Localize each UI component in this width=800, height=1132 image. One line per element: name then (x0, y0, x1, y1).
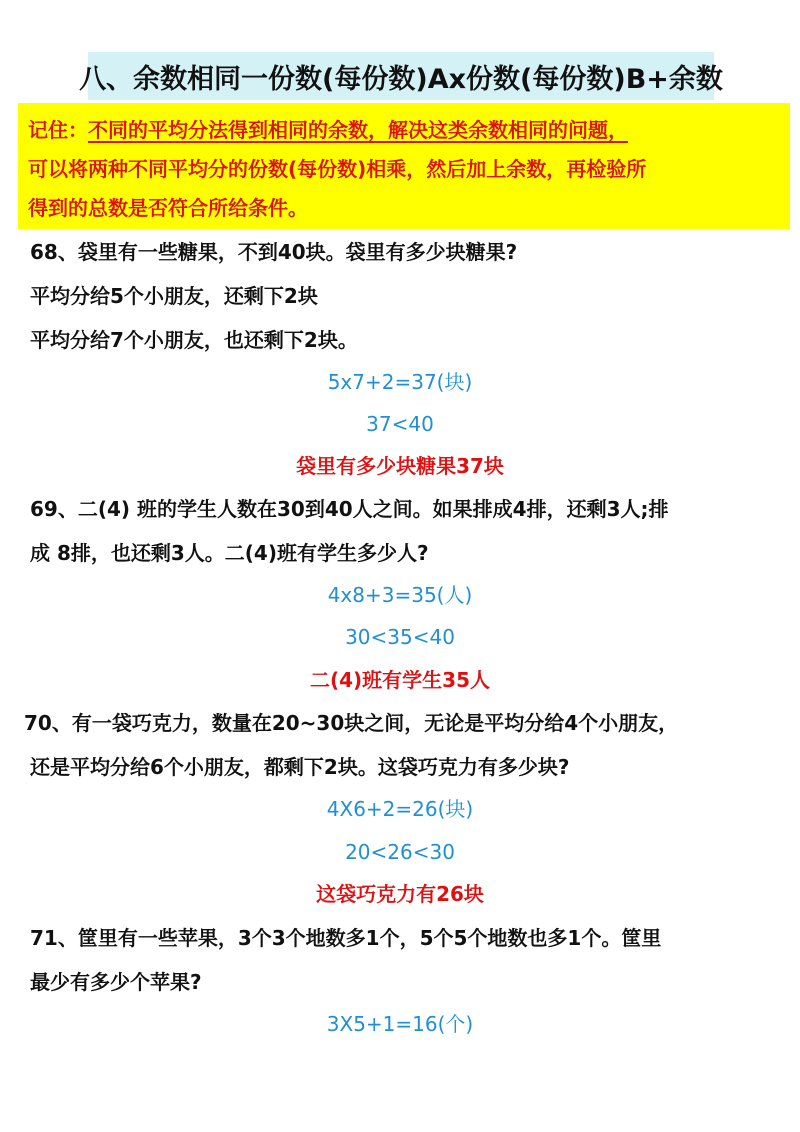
problem-70-line-1: 70、有一袋巧克力，数量在20~30块之间，无论是平均分给4个小朋友， (24, 711, 679, 735)
note-line-1 (28, 111, 780, 150)
note-line-3: 得到的总数是否符合所给条件。 (28, 196, 308, 220)
problem-68-line-3: 平均分给7个小朋友，也还剩下2块。 (30, 328, 358, 352)
section-title-banner (79, 52, 723, 100)
problem-68-answer: 袋里有多少块糖果37块 (296, 454, 504, 478)
problem-71-line-2: 最少有多少个苹果? (30, 970, 202, 994)
note-text-1: 不同的平均分法得到相同的余数，解决这类余数相同的问题， (88, 118, 628, 142)
problem-69-line-2: 成 8排，也还剩3人。二(4)班有学生多少人? (30, 541, 429, 565)
problem-70-line-2: 还是平均分给6个小朋友，都剩下2块。这袋巧克力有多少块? (30, 755, 570, 779)
problem-70-calc-1: 4X6+2=26(块) (326, 797, 474, 821)
remember-note (18, 103, 790, 229)
problem-68-line-1: 68、袋里有一些糖果，不到40块。袋里有多少块糖果? (30, 240, 518, 264)
problem-69-answer: 二(4)班有学生35人 (309, 668, 491, 692)
note-label: 记住： (28, 118, 88, 142)
problem-68-line-2: 平均分给5个小朋友，还剩下2块 (30, 284, 318, 308)
section-title: 八、余数相同一份数(每份数)Ax份数(每份数)B+余数 (79, 63, 723, 95)
problem-70-calc-2: 20<26<30 (345, 840, 455, 864)
problem-68-calc-1: 5x7+2=37(块) (327, 370, 473, 394)
problem-70-answer: 这袋巧克力有26块 (316, 882, 484, 906)
problem-71-line-1: 71、筐里有一些苹果，3个3个地数多1个，5个5个地数也多1个。筐里 (30, 926, 662, 950)
problem-69-calc-1: 4x8+3=35(人) (327, 583, 473, 607)
note-line-2: 可以将两种不同平均分的份数(每份数)相乘，然后加上余数，再检验所 (28, 157, 647, 181)
problem-69-line-1: 69、二(4) 班的学生人数在30到40人之间。如果排成4排，还剩3人;排 (30, 497, 669, 521)
problem-68-calc-2: 37<40 (366, 412, 434, 436)
problem-71-calc-1: 3X5+1=16(个) (326, 1012, 474, 1036)
problem-69-calc-2: 30<35<40 (345, 625, 455, 649)
